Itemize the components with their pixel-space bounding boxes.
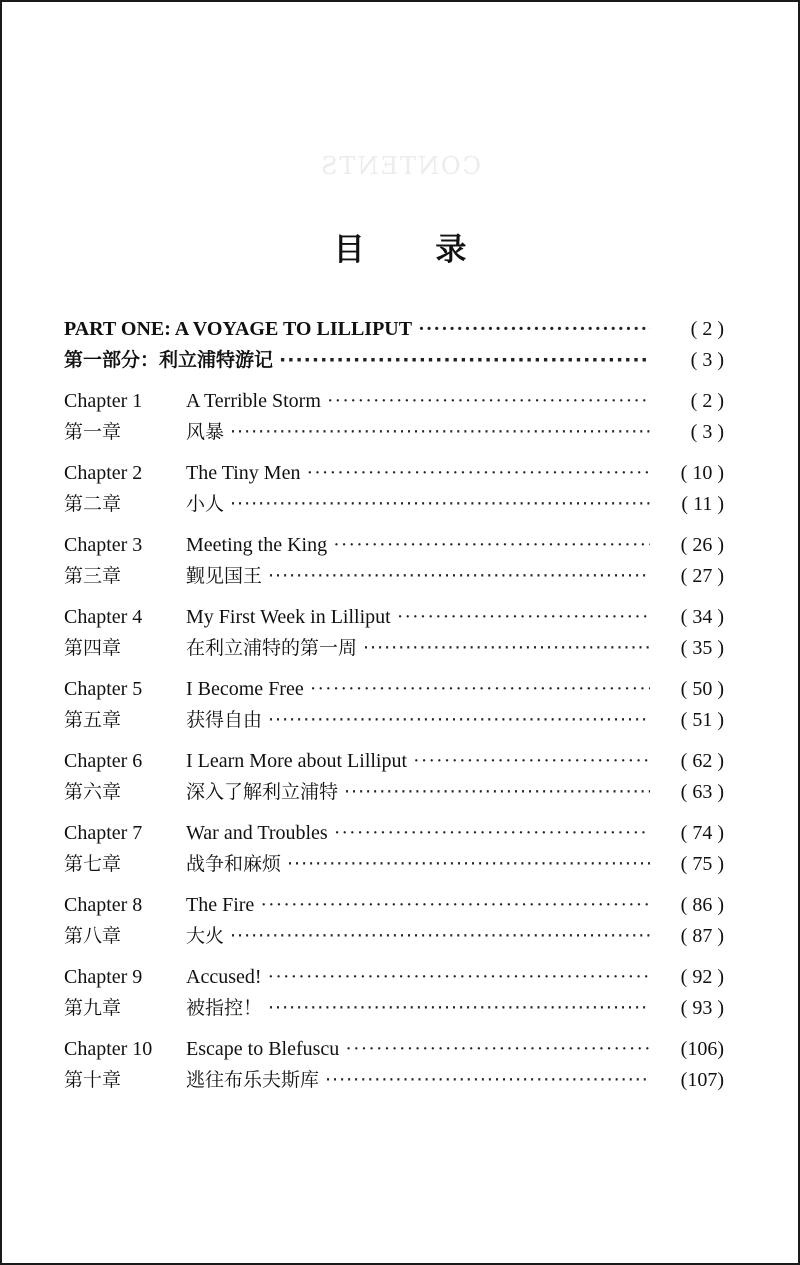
- toc-title: I Become Free: [186, 678, 304, 700]
- toc-page: ( 62 ): [680, 750, 724, 772]
- toc-entry-chapter-1-en: [64, 386, 724, 417]
- toc-page: ( 34 ): [680, 606, 724, 628]
- leader-dots: [268, 561, 650, 592]
- toc-title: Escape to Blefuscu: [186, 1038, 340, 1060]
- toc-page: ( 50 ): [680, 678, 724, 700]
- chapter-number: Chapter 6: [64, 750, 143, 772]
- toc-title: 大火: [186, 925, 225, 947]
- toc-page: ( 35 ): [680, 637, 724, 659]
- toc-title: Meeting the King: [186, 534, 328, 556]
- toc-entry-chapter-3-en: [64, 530, 724, 561]
- toc-entry-chapter-1-zh: [64, 417, 724, 448]
- toc-title: 第一部分：利立浦特游记: [64, 349, 274, 371]
- toc-entry-chapter-6-zh: [64, 777, 724, 808]
- chapter-number: Chapter 4: [64, 606, 143, 628]
- toc-page: ( 2 ): [690, 318, 724, 340]
- toc-entry-chapter-10-en: [64, 1034, 724, 1065]
- chapter-number: 第八章: [64, 925, 122, 947]
- leader-dots: [268, 705, 650, 736]
- toc-entry-part-one-zh: [64, 345, 724, 376]
- chapter-number: Chapter 3: [64, 534, 143, 556]
- toc-title: 战争和麻烦: [186, 853, 282, 875]
- chapter-number: 第二章: [64, 493, 122, 515]
- leader-dots: [345, 1034, 650, 1065]
- chapter-number: 第四章: [64, 637, 122, 659]
- toc-entry-chapter-8-zh: [64, 921, 724, 952]
- toc-title: 获得自由: [186, 709, 263, 731]
- toc-entry-chapter-5-en: [64, 674, 724, 705]
- toc-title: PART ONE: A VOYAGE TO LILLIPUT: [64, 318, 413, 340]
- chapter-number: Chapter 1: [64, 390, 143, 412]
- leader-dots: [230, 417, 650, 448]
- leader-dots: [363, 633, 650, 664]
- toc-page: ( 74 ): [680, 822, 724, 844]
- toc-page: ( 92 ): [680, 966, 724, 988]
- toc-page: (107): [680, 1069, 724, 1091]
- toc-page: ( 11 ): [681, 493, 724, 515]
- toc-page: ( 3 ): [690, 421, 724, 443]
- toc-title: War and Troubles: [186, 822, 328, 844]
- chapter-number: Chapter 7: [64, 822, 143, 844]
- leader-dots: [268, 993, 650, 1024]
- toc-page: ( 63 ): [680, 781, 724, 803]
- leader-dots: [287, 849, 650, 880]
- toc-page: ( 2 ): [690, 390, 724, 412]
- chapter-number: Chapter 5: [64, 678, 143, 700]
- toc-page: ( 93 ): [680, 997, 724, 1019]
- leader-dots: [333, 530, 650, 561]
- toc-page: (106): [680, 1038, 724, 1060]
- toc-entry-chapter-9-zh: [64, 993, 724, 1024]
- chapter-number: Chapter 9: [64, 966, 143, 988]
- toc-entry-chapter-5-zh: [64, 705, 724, 736]
- leader-dots: [327, 386, 650, 417]
- toc-title: 觐见国王: [186, 565, 263, 587]
- toc-page: ( 10 ): [680, 462, 724, 484]
- page-title: 目 录: [333, 232, 497, 268]
- toc-entry-chapter-2-en: [64, 458, 724, 489]
- leader-dots: [306, 458, 650, 489]
- toc-entry-chapter-7-zh: [64, 849, 724, 880]
- toc-entry-chapter-2-zh: [64, 489, 724, 520]
- toc-title: 小人: [186, 493, 225, 515]
- toc-title: The Tiny Men: [186, 462, 301, 484]
- leader-dots: [230, 921, 650, 952]
- chapter-number: 第十章: [64, 1069, 122, 1091]
- toc-title: A Terrible Storm: [186, 390, 321, 412]
- toc-entry-part-one-en: [64, 314, 724, 345]
- toc-title: 在利立浦特的第一周: [186, 637, 358, 659]
- leader-dots: [334, 818, 650, 849]
- chapter-number: 第九章: [64, 997, 122, 1019]
- toc-page: ( 27 ): [680, 565, 724, 587]
- toc-page: ( 3 ): [690, 349, 724, 371]
- toc-entry-chapter-9-en: [64, 962, 724, 993]
- toc-title: I Learn More about Lilliput: [186, 750, 408, 772]
- chapter-number: 第六章: [64, 781, 122, 803]
- toc-entry-chapter-3-zh: [64, 561, 724, 592]
- leader-dots: [397, 602, 650, 633]
- toc-page: ( 86 ): [680, 894, 724, 916]
- toc-page: ( 26 ): [680, 534, 724, 556]
- toc-entry-chapter-6-en: [64, 746, 724, 777]
- toc-page: ( 87 ): [680, 925, 724, 947]
- toc-title: 逃往布乐夫斯库: [186, 1069, 320, 1091]
- toc-title: 风暴: [186, 421, 225, 443]
- toc-entry-chapter-4-en: [64, 602, 724, 633]
- toc-title: 深入了解利立浦特: [186, 781, 339, 803]
- leader-dots: [279, 345, 650, 376]
- show-through-text: CONTENTS: [319, 152, 482, 180]
- chapter-number: 第七章: [64, 853, 122, 875]
- toc-page: ( 51 ): [680, 709, 724, 731]
- toc-title: 被指控！: [186, 997, 263, 1019]
- toc-title: The Fire: [186, 894, 255, 916]
- toc-title: My First Week in Lilliput: [186, 606, 391, 628]
- toc-entry-chapter-8-en: [64, 890, 724, 921]
- toc-title: Accused!: [186, 966, 262, 988]
- chapter-number: 第五章: [64, 709, 122, 731]
- toc-entry-chapter-4-zh: [64, 633, 724, 664]
- leader-dots: [268, 962, 650, 993]
- toc-page: ( 75 ): [680, 853, 724, 875]
- leader-dots: [310, 674, 650, 705]
- leader-dots: [418, 314, 650, 345]
- leader-dots: [230, 489, 650, 520]
- table-of-contents: [64, 314, 724, 1096]
- leader-dots: [413, 746, 650, 777]
- leader-dots: [260, 890, 650, 921]
- leader-dots: [344, 777, 650, 808]
- chapter-number: 第一章: [64, 421, 122, 443]
- chapter-number: Chapter 8: [64, 894, 143, 916]
- toc-entry-chapter-10-zh: [64, 1065, 724, 1096]
- chapter-number: Chapter 10: [64, 1038, 153, 1060]
- toc-entry-chapter-7-en: [64, 818, 724, 849]
- chapter-number: 第三章: [64, 565, 122, 587]
- leader-dots: [325, 1065, 650, 1096]
- chapter-number: Chapter 2: [64, 462, 143, 484]
